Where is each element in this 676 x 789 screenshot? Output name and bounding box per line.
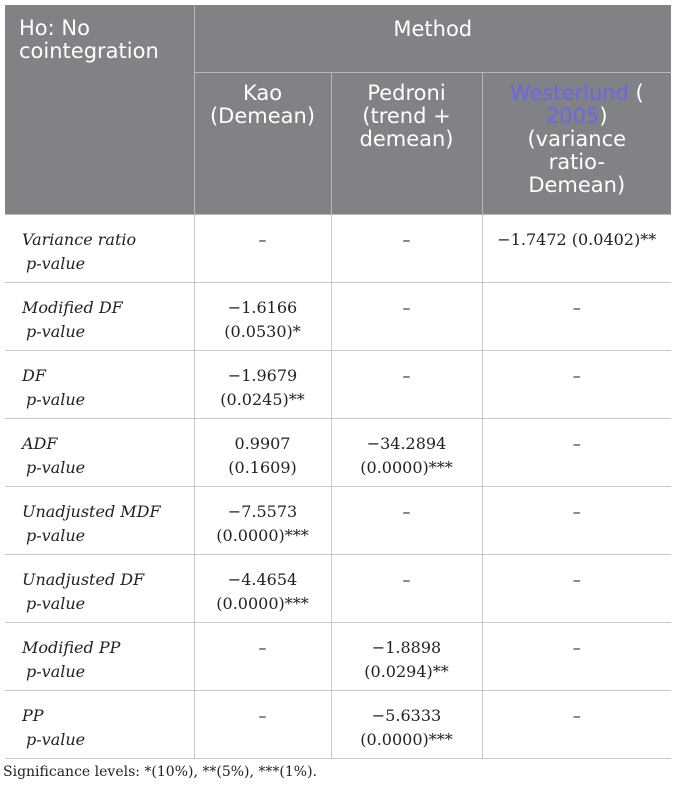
test-name: ADF <box>22 433 58 453</box>
kao-value-cell <box>194 486 331 554</box>
p-value: (0.0000)*** <box>216 593 309 613</box>
table-row <box>5 690 671 758</box>
statistic-value: −34.2894 <box>366 433 447 453</box>
p-value: (0.0000)*** <box>360 457 453 477</box>
kao-column-header <box>194 72 331 214</box>
kao-value-cell <box>194 418 331 486</box>
statistic-value: −7.5573 <box>227 501 298 521</box>
kao-value-cell <box>194 350 331 418</box>
year-link[interactable]: 2005 <box>545 103 600 128</box>
pedroni-value-cell <box>331 690 482 758</box>
kao-value-cell <box>194 690 331 758</box>
p-value-label: p-value <box>26 525 86 545</box>
statistic-value: – <box>258 637 267 657</box>
p-value: (0.0000)*** <box>216 525 309 545</box>
statistic-value: −1.7472 (0.0402)** <box>497 229 657 249</box>
table-header <box>5 5 671 214</box>
row-label-cell <box>5 418 194 486</box>
table-row <box>5 350 671 418</box>
westerlund-value-cell <box>482 214 671 282</box>
p-value-label: p-value <box>26 457 86 477</box>
westerlund-column-header <box>482 72 671 214</box>
method-header: Method <box>194 5 671 72</box>
row-label-cell <box>5 282 194 350</box>
pedroni-value-cell <box>331 350 482 418</box>
pedroni-value-cell <box>331 554 482 622</box>
kao-value-cell <box>194 214 331 282</box>
row-label-cell <box>5 350 194 418</box>
pedroni-value-cell <box>331 418 482 486</box>
westerlund-value-cell <box>482 554 671 622</box>
westerlund-value-cell <box>482 418 671 486</box>
citation-paren-open: ( <box>628 80 644 105</box>
row-label-cell <box>5 690 194 758</box>
hypothesis-header: Ho: No cointegration <box>5 5 194 214</box>
statistic-value: −1.9679 <box>227 365 298 385</box>
statistic-value: – <box>572 569 581 589</box>
statistic-value: – <box>258 705 267 725</box>
statistic-value: – <box>402 297 411 317</box>
test-name: Unadjusted DF <box>22 569 145 589</box>
test-name: Unadjusted MDF <box>22 501 161 521</box>
p-value-label: p-value <box>26 661 86 681</box>
statistic-value: – <box>402 501 411 521</box>
p-value-label: p-value <box>26 729 86 749</box>
westerlund-link[interactable]: Westerlund <box>509 80 629 105</box>
p-value-label: p-value <box>26 253 86 273</box>
pedroni-value-cell <box>331 282 482 350</box>
statistic-value: – <box>402 229 411 249</box>
statistic-value: – <box>572 705 581 725</box>
statistic-value: −5.6333 <box>371 705 442 725</box>
statistic-value: −1.6166 <box>227 297 298 317</box>
pedroni-value-cell <box>331 622 482 690</box>
p-value: (0.0530)* <box>224 321 301 341</box>
row-label-cell <box>5 486 194 554</box>
table-row <box>5 486 671 554</box>
statistic-value: – <box>402 365 411 385</box>
p-value: (0.0245)** <box>220 389 305 409</box>
westerlund-value-cell <box>482 622 671 690</box>
kao-value-cell <box>194 282 331 350</box>
statistic-value: – <box>572 297 581 317</box>
westerlund-value-cell <box>482 282 671 350</box>
kao-value-cell <box>194 554 331 622</box>
pedroni-column-header <box>331 72 482 214</box>
kao-value-cell <box>194 622 331 690</box>
p-value: (0.0000)*** <box>360 729 453 749</box>
westerlund-value-cell <box>482 350 671 418</box>
statistic-value: −4.4654 <box>227 569 298 589</box>
table-row <box>5 282 671 350</box>
p-value: (0.0294)** <box>364 661 449 681</box>
table-body <box>5 214 671 758</box>
significance-note: Significance levels: *(10%), **(5%), ***(1%). <box>3 764 317 780</box>
pedroni-value-cell <box>331 214 482 282</box>
p-value-label: p-value <box>26 389 86 409</box>
row-label-cell <box>5 554 194 622</box>
cointegration-table <box>5 5 671 759</box>
statistic-value: – <box>572 637 581 657</box>
statistic-value: 0.9907 <box>234 433 291 453</box>
statistic-value: – <box>258 229 267 249</box>
p-value: (0.1609) <box>228 457 297 477</box>
table-row <box>5 622 671 690</box>
test-name: Variance ratio <box>22 229 137 249</box>
test-name: PP <box>22 705 44 725</box>
westerlund-value-cell <box>482 690 671 758</box>
statistic-value: – <box>572 501 581 521</box>
row-label-cell <box>5 622 194 690</box>
row-label-cell <box>5 214 194 282</box>
westerlund-header-label: (variance ratio-Demean) <box>527 126 627 197</box>
citation-paren-close: ) <box>599 103 608 128</box>
pedroni-header-label: Pedroni (trend + demean) <box>359 80 454 151</box>
test-name: Modified DF <box>22 297 123 317</box>
test-name: DF <box>22 365 46 385</box>
kao-header-label: Kao (Demean) <box>209 80 316 128</box>
westerlund-value-cell <box>482 486 671 554</box>
table-row <box>5 214 671 282</box>
westerlund-citation <box>484 82 671 128</box>
p-value-label: p-value <box>26 593 86 613</box>
table-row <box>5 418 671 486</box>
statistic-value: – <box>402 569 411 589</box>
statistic-value: −1.8898 <box>371 637 442 657</box>
p-value-label: p-value <box>26 321 86 341</box>
table-row <box>5 554 671 622</box>
statistic-value: – <box>572 365 581 385</box>
pedroni-value-cell <box>331 486 482 554</box>
statistic-value: – <box>572 433 581 453</box>
test-name: Modified PP <box>22 637 121 657</box>
